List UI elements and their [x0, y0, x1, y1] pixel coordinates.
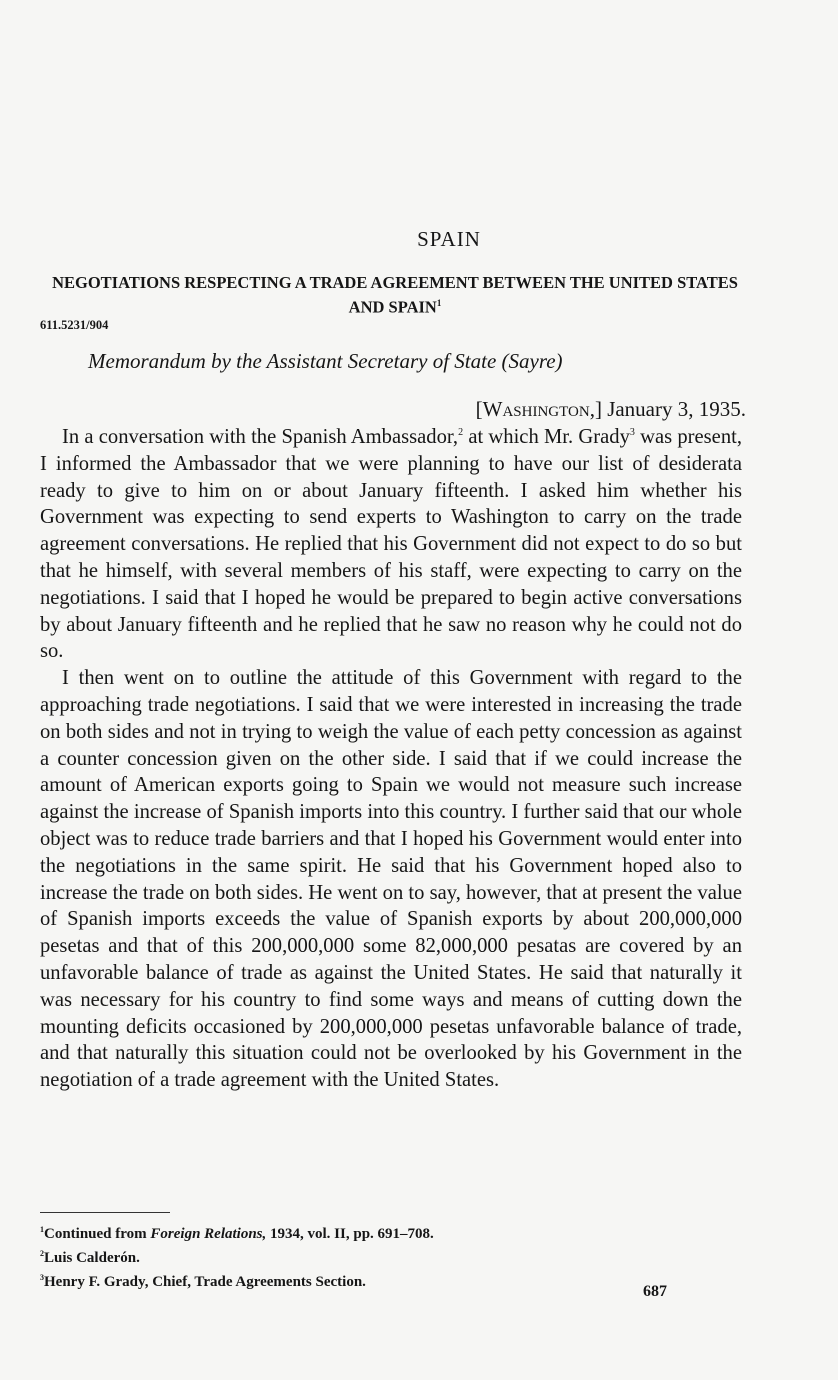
footnote-ref: 3	[629, 427, 635, 439]
footnote	[40, 1220, 740, 1244]
memo-title: Memorandum by the Assistant Secretary of State (Sayre)	[88, 349, 563, 373]
footnote	[40, 1268, 740, 1292]
file-number: 611.5231/904	[40, 318, 109, 332]
dateline-date: January 3, 1935.	[607, 397, 746, 421]
footnote-marker: 2	[40, 1249, 44, 1258]
footnote-ref: 2	[458, 427, 464, 439]
footnote-divider	[40, 1212, 170, 1213]
footnote-citation: Foreign Relations,	[150, 1226, 267, 1242]
paragraph	[40, 424, 742, 665]
footnote-marker: 1	[40, 1225, 44, 1234]
paragraph-text: at which Mr. Grady	[463, 426, 630, 448]
footnotes	[40, 1220, 740, 1292]
paragraph: I then went on to outline the attitude of this Government with regard to the approaching trade negotiations. I said that we were interested in increasing the trade on both sides and not in trying to weigh the value of each petty concession as against a counter concession given on the other side. I said that if we could increase the amount of American exports going to Spain we would not measure such increase against the increase of Spanish imports into this country. I further said that our whole object was to reduce trade barriers and that I hoped his Government would enter into the negotiations in the same spirit. He said that his Government hoped also to increase the trade on both sides. He went on to say, however, that at present the value of Spanish imports exceeds the value of Spanish exports by about 200,000,000 pesetas and that of this 200,000,000 some 82,000,000 pesatas are covered by an unfavorable balance of trade as against the United States. He said that naturally it was necessary for his country to find some ways and means of cutting down the mounting deficits occasioned by 200,000,000 pesetas unfavorable balance of trade, and that naturally this situation could not be overlooked by his Government in the negotiation of a trade agreement with the United States.	[40, 667, 742, 1092]
footnote-text: Henry F. Grady, Chief, Trade Agreements Section.	[44, 1274, 366, 1290]
footnote-ref: 1	[436, 298, 442, 308]
footnote-marker: 3	[40, 1273, 44, 1282]
paragraph-text: In a conversation with the Spanish Ambassador,	[62, 426, 459, 448]
dateline	[476, 397, 746, 422]
paragraph-text: was present, I informed the Ambassador that we were planning to have our list of desiderata ready to give to him on or about January fifteenth. I asked him whether his Government was expecting to send experts to Washington to carry on the trade agreement conversations. He replied that his Government did not expect to do so but that he himself, with several members of his staff, were expecting to carry on the negotiations. I said that I hoped he would be prepared to begin active conversations by about January fifteenth and he replied that he saw no reason why he could not do so.	[40, 426, 742, 663]
memo-body	[40, 424, 742, 1094]
section-title-text: NEGOTIATIONS RESPECTING A TRADE AGREEMENT BETWEEN THE UNITED STATES AND SPAIN	[52, 273, 738, 317]
footnote-text: 1934, vol. II, pp. 691–708.	[266, 1226, 434, 1242]
footnote	[40, 1244, 740, 1268]
footnote-text: Luis Calderón.	[44, 1250, 140, 1266]
section-title	[40, 272, 750, 318]
page-number: 687	[643, 1283, 667, 1300]
footnote-text: Continued from	[44, 1226, 151, 1242]
country-heading: SPAIN	[417, 227, 481, 251]
dateline-place: [Washington,]	[475, 397, 602, 421]
